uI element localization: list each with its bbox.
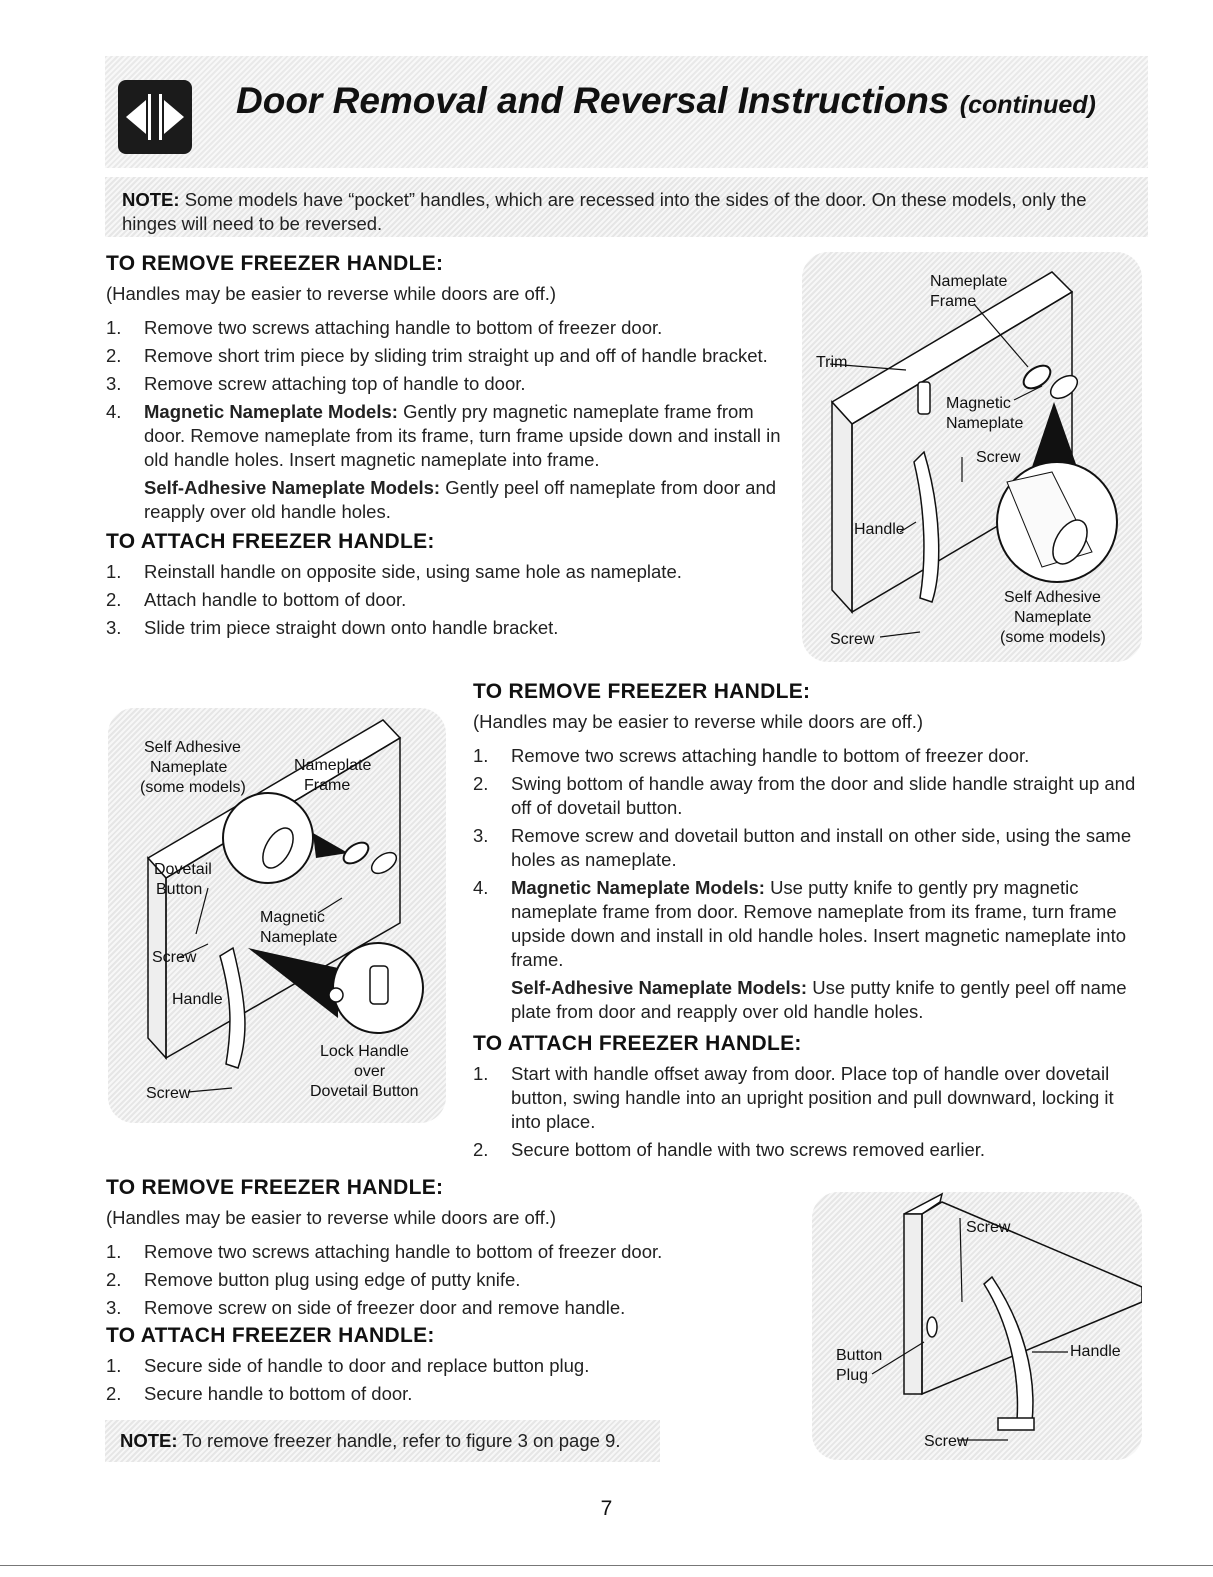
section-1-self-adhesive: Self-Adhesive Nameplate Models: Gently peel off nameplate from door and reapply over old handle holes. (144, 477, 777, 522)
list-item: 3. Remove screw attaching top of handle to door. (106, 373, 526, 394)
list-item: 1. Start with handle offset away from door. Place top of handle over dovetail button, swing handle into an upright position and pull downward, locking it into place. (473, 1063, 1114, 1132)
list-item: 3. Remove screw on side of freezer door and remove handle. (106, 1297, 626, 1318)
list-item: 3. Remove screw and dovetail button and install on other side, using the same holes as nameplate. (473, 825, 1132, 870)
fig2-handle-label: Handle (172, 991, 223, 1008)
section-3-attach-steps (106, 1354, 746, 1406)
section-3-remove-heading: TO REMOVE FREEZER HANDLE: (106, 1176, 444, 1199)
section-1-attach-heading: TO ATTACH FREEZER HANDLE: (106, 530, 435, 553)
fig1-trim-label: Trim (816, 354, 848, 371)
fig2-frame-label: Frame (304, 777, 351, 794)
section-2-attach-heading: TO ATTACH FREEZER HANDLE: (473, 1032, 802, 1055)
fig2-screw-bottom-label: Screw (146, 1085, 191, 1102)
title-main: Door Removal and Reversal Instructions (236, 80, 950, 121)
fig2-dovetail-label: Dovetail (154, 861, 212, 878)
list-item: 4. Magnetic Nameplate Models: Gently pry magnetic nameplate frame from door. Remove nameplate from its frame, turn frame upside down and install in old handle holes. Insert magnetic nameplate into frame. (106, 401, 781, 470)
fig3-button-label: Button (836, 1347, 883, 1364)
list-item: 2. Remove button plug using edge of putty knife. (106, 1269, 521, 1290)
fig3-plug-label: Plug (836, 1367, 869, 1384)
list-item: 1. Remove two screws attaching handle to bottom of freezer door. (473, 745, 1030, 766)
fig1-self-adhesive-label: Self Adhesive (1004, 589, 1101, 606)
section-1-remove-steps (106, 316, 786, 472)
fig2-button-label: Button (156, 881, 203, 898)
note-top-label: NOTE: (122, 189, 180, 210)
section-2-remove-intro: (Handles may be easier to reverse while doors are off.) (473, 711, 924, 732)
fig3-screw-top-label: Screw (966, 1219, 1011, 1236)
list-item: 2. Remove short trim piece by sliding trim straight up and off of handle bracket. (106, 345, 768, 366)
list-item: 1. Remove two screws attaching handle to bottom of freezer door. (106, 317, 663, 338)
fig2-lock-handle-label: Lock Handle (320, 1043, 409, 1060)
fig1-screw-bottom-label: Screw (830, 631, 875, 648)
fig2-self-adhesive-label: Self Adhesive (144, 739, 241, 756)
fig2-self-adhesive-nameplate-label: Nameplate (150, 759, 228, 776)
fig1-magnetic-nameplate-label: Nameplate (946, 415, 1024, 432)
fig1-some-models-label: (some models) (1000, 629, 1106, 646)
fig2-over-label: over (354, 1063, 386, 1080)
section-2-self-adhesive: Self-Adhesive Nameplate Models: Use putty knife to gently peel off name plate from door and reapply over old handle holes. (511, 977, 1127, 1022)
list-item: 3. Slide trim piece straight down onto handle bracket. (106, 617, 559, 638)
fig2-magnetic-label: Magnetic (260, 909, 325, 926)
fig1-frame-label: Frame (930, 293, 977, 310)
list-item: 2. Swing bottom of handle away from the door and slide handle straight up and off of dovetail button. (473, 773, 1136, 818)
fig3-handle-label: Handle (1070, 1343, 1121, 1360)
fig1-handle-label: Handle (854, 521, 905, 538)
section-2-remove-heading: TO REMOVE FREEZER HANDLE: (473, 680, 811, 703)
title-suffix: (continued) (959, 91, 1096, 119)
note-bottom-body: To remove freezer handle, refer to figure 3 on page 9. (182, 1430, 621, 1451)
note-top-body: Some models have “pocket” handles, which are recessed into the sides of the door. On these models, only the hinges will need to be reversed. (122, 189, 1087, 234)
list-item: 2. Attach handle to bottom of door. (106, 589, 407, 610)
section-1-remove-intro: (Handles may be easier to reverse while doors are off.) (106, 283, 557, 304)
section-3-remove-steps (106, 1240, 746, 1320)
fig2-magnetic-nameplate-label: Nameplate (260, 929, 338, 946)
fig2-dovetail-button-label: Dovetail Button (310, 1083, 419, 1100)
door-swap-arrows-icon (118, 80, 192, 154)
fig2-screw-top-label: Screw (152, 949, 197, 966)
fig1-screw-top-label: Screw (976, 449, 1021, 466)
page-title (236, 80, 1096, 122)
section-2 (473, 680, 1148, 1166)
list-item: 1. Secure side of handle to door and replace button plug. (106, 1355, 590, 1376)
note-bottom-text (120, 1429, 650, 1453)
figure-2-dovetail-diagram (108, 708, 446, 1123)
list-item: 2. Secure handle to bottom of door. (106, 1383, 413, 1404)
section-2-attach-steps (473, 1062, 1148, 1162)
fig2-some-models-label: (some models) (140, 779, 246, 796)
fig2-nameplate-label: Nameplate (294, 757, 372, 774)
section-3-remove-intro: (Handles may be easier to reverse while doors are off.) (106, 1207, 557, 1228)
list-item: 1. Remove two screws attaching handle to bottom of freezer door. (106, 1241, 663, 1262)
figure-3-button-plug-diagram (812, 1192, 1142, 1460)
list-item: 4. Magnetic Nameplate Models: Use putty knife to gently pry magnetic nameplate frame from door. Remove nameplate from its frame, turn frame upside down and install in old handle holes. Insert magnetic nameplate into frame. (473, 877, 1127, 970)
section-3 (106, 1176, 746, 1410)
fig3-screw-bottom-label: Screw (924, 1433, 969, 1450)
page-number: 7 (600, 1497, 613, 1520)
fig1-self-adhesive-nameplate-label: Nameplate (1014, 609, 1092, 626)
fig1-magnetic-label: Magnetic (946, 395, 1011, 412)
section-2-remove-steps (473, 744, 1148, 972)
fig1-nameplate-label: Nameplate (930, 273, 1008, 290)
divider (0, 1565, 1213, 1566)
section-1-attach-steps (106, 560, 786, 640)
list-item: 1. Reinstall handle on opposite side, using same hole as nameplate. (106, 561, 682, 582)
note-top-text (122, 188, 1137, 236)
figure-1-handle-diagram (802, 252, 1142, 662)
list-item: 2. Secure bottom of handle with two screws removed earlier. (473, 1139, 986, 1160)
section-1 (106, 252, 786, 644)
section-3-attach-heading: TO ATTACH FREEZER HANDLE: (106, 1324, 435, 1347)
note-bottom-label: NOTE: (120, 1430, 178, 1451)
section-1-remove-heading: TO REMOVE FREEZER HANDLE: (106, 252, 444, 275)
